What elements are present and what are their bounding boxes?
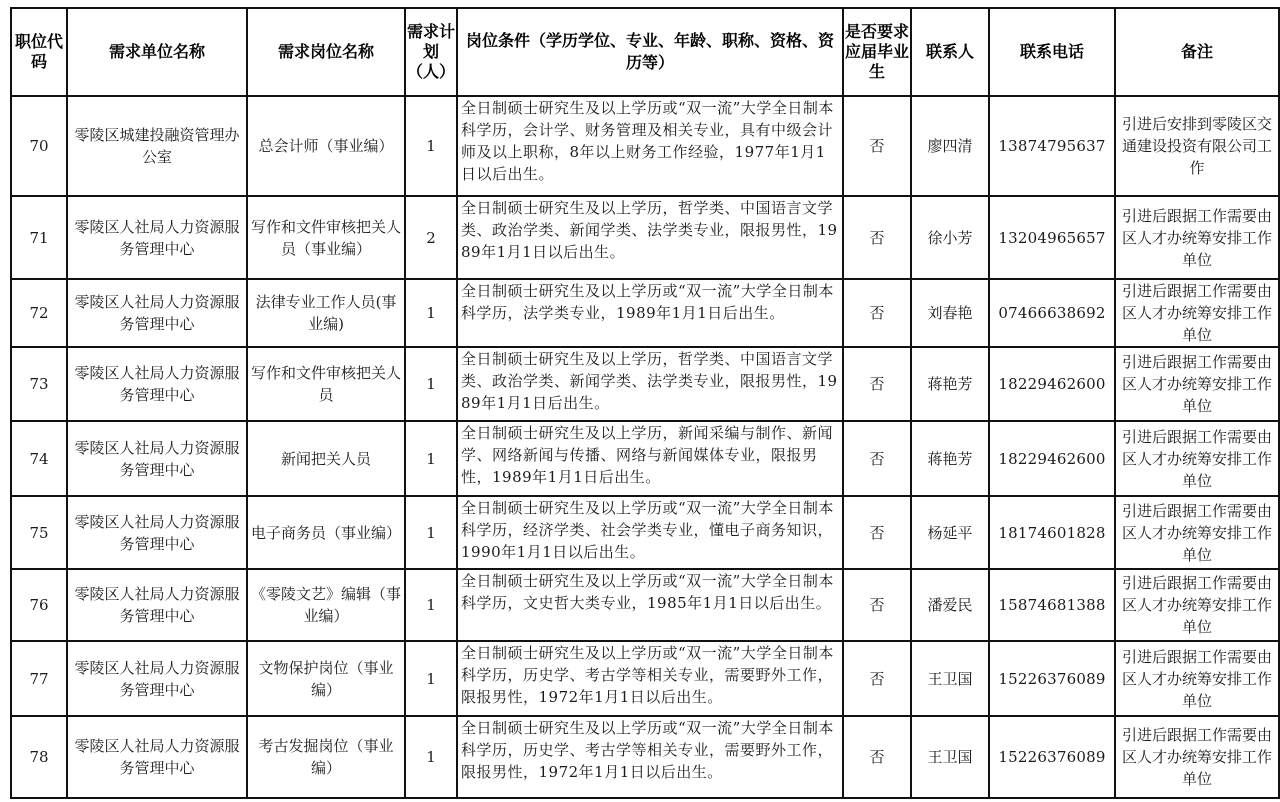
- cell-code: 78: [11, 716, 67, 798]
- cell-plan: 2: [405, 196, 457, 279]
- cell-fresh-grad: 否: [843, 196, 911, 279]
- cell-phone: 18229462600: [989, 347, 1115, 421]
- cell-fresh-grad: 否: [843, 347, 911, 421]
- cell-plan: 1: [405, 347, 457, 421]
- cell-fresh-grad: 否: [843, 496, 911, 569]
- cell-position: 写作和文件审核把关人员（事业编）: [247, 196, 405, 279]
- table-row: [11, 421, 1279, 496]
- header-contact: 联系人: [911, 8, 989, 96]
- cell-conditions: 全日制硕士研究生及以上学历或“双一流”大学全日制本科学历，文史哲大类专业，1985年1月1日以后出生。: [457, 569, 843, 641]
- table-row: [11, 279, 1279, 347]
- cell-fresh-grad: 否: [843, 96, 911, 196]
- cell-phone: 18229462600: [989, 421, 1115, 496]
- cell-unit: 零陵区人社局人力资源服务管理中心: [67, 496, 247, 569]
- table-row: [11, 96, 1279, 196]
- header-code: 职位代码: [11, 8, 67, 96]
- cell-code: 76: [11, 569, 67, 641]
- cell-phone: 07466638692: [989, 279, 1115, 347]
- cell-contact: 杨延平: [911, 496, 989, 569]
- recruitment-table: [10, 7, 1280, 799]
- cell-unit: 零陵区人社局人力资源服务管理中心: [67, 569, 247, 641]
- cell-conditions: 全日制硕士研究生及以上学历或“双一流”大学全日制本科学历，经济学类、社会学类专业，懂电子商务知识，1990年1月1日以后出生。: [457, 496, 843, 569]
- cell-position: 写作和文件审核把关人员: [247, 347, 405, 421]
- cell-unit: 零陵区人社局人力资源服务管理中心: [67, 347, 247, 421]
- cell-code: 72: [11, 279, 67, 347]
- header-fresh-grad: 是否要求应届毕业生: [843, 8, 911, 96]
- cell-conditions: 全日制硕士研究生及以上学历，新闻采编与制作、新闻学、网络新闻与传播、网络与新闻媒体专业，限报男性，1989年1月1日后出生。: [457, 421, 843, 496]
- cell-position: 法律专业工作人员(事业编): [247, 279, 405, 347]
- cell-note: 引进后跟据工作需要由区人才办统筹安排工作单位: [1115, 496, 1279, 569]
- cell-contact: 潘爱民: [911, 569, 989, 641]
- cell-unit: 零陵区人社局人力资源服务管理中心: [67, 716, 247, 798]
- cell-conditions: 全日制硕士研究生及以上学历或“双一流”大学全日制本科学历，历史学、考古学等相关专业，需要野外工作，限报男性，1972年1月1日以后出生。: [457, 716, 843, 798]
- cell-note: 引进后跟据工作需要由区人才办统筹安排工作单位: [1115, 347, 1279, 421]
- cell-contact: 蒋艳芳: [911, 421, 989, 496]
- cell-code: 74: [11, 421, 67, 496]
- cell-position: 新闻把关人员: [247, 421, 405, 496]
- cell-code: 77: [11, 641, 67, 716]
- cell-plan: 1: [405, 716, 457, 798]
- cell-fresh-grad: 否: [843, 641, 911, 716]
- table-row: [11, 196, 1279, 279]
- header-conditions: 岗位条件（学历学位、专业、年龄、职称、资格、资历等）: [457, 8, 843, 96]
- cell-conditions: 全日制硕士研究生及以上学历，哲学类、中国语言文学类、政治学类、新闻学类、法学类专业，限报男性，1989年1月1日以后出生。: [457, 196, 843, 279]
- cell-position: 文物保护岗位（事业编）: [247, 641, 405, 716]
- cell-fresh-grad: 否: [843, 569, 911, 641]
- cell-contact: 王卫国: [911, 641, 989, 716]
- cell-position: 电子商务员（事业编）: [247, 496, 405, 569]
- cell-note: 引进后跟据工作需要由区人才办统筹安排工作单位: [1115, 716, 1279, 798]
- cell-phone: 13204965657: [989, 196, 1115, 279]
- cell-position: 《零陵文艺》编辑（事业编）: [247, 569, 405, 641]
- cell-position: 考古发掘岗位（事业编）: [247, 716, 405, 798]
- cell-position: 总会计师（事业编）: [247, 96, 405, 196]
- table-row: [11, 496, 1279, 569]
- cell-fresh-grad: 否: [843, 716, 911, 798]
- cell-conditions: 全日制硕士研究生及以上学历或“双一流”大学全日制本科学历，法学类专业，1989年1月1日后出生。: [457, 279, 843, 347]
- cell-unit: 零陵区人社局人力资源服务管理中心: [67, 196, 247, 279]
- header-row: [11, 8, 1279, 96]
- cell-conditions: 全日制硕士研究生及以上学历或“双一流”大学全日制本科学历，历史学、考古学等相关专业，需要野外工作，限报男性，1972年1月1日以后出生。: [457, 641, 843, 716]
- table-row: [11, 641, 1279, 716]
- cell-note: 引进后跟据工作需要由区人才办统筹安排工作单位: [1115, 421, 1279, 496]
- cell-contact: 廖四清: [911, 96, 989, 196]
- cell-note: 引进后跟据工作需要由区人才办统筹安排工作单位: [1115, 641, 1279, 716]
- cell-code: 71: [11, 196, 67, 279]
- cell-fresh-grad: 否: [843, 279, 911, 347]
- cell-note: 引进后跟据工作需要由区人才办统筹安排工作单位: [1115, 569, 1279, 641]
- cell-phone: 13874795637: [989, 96, 1115, 196]
- header-position: 需求岗位名称: [247, 8, 405, 96]
- cell-phone: 15226376089: [989, 641, 1115, 716]
- cell-phone: 18174601828: [989, 496, 1115, 569]
- cell-contact: 刘春艳: [911, 279, 989, 347]
- cell-plan: 1: [405, 569, 457, 641]
- cell-contact: 蒋艳芳: [911, 347, 989, 421]
- cell-unit: 零陵区人社局人力资源服务管理中心: [67, 279, 247, 347]
- cell-phone: 15874681388: [989, 569, 1115, 641]
- cell-note: 引进后安排到零陵区交通建设投资有限公司工作: [1115, 96, 1279, 196]
- cell-code: 70: [11, 96, 67, 196]
- cell-note: 引进后跟据工作需要由区人才办统筹安排工作单位: [1115, 279, 1279, 347]
- cell-conditions: 全日制硕士研究生及以上学历，哲学类、中国语言文学类、政治学类、新闻学类、法学类专业，限报男性，1989年1月1日后出生。: [457, 347, 843, 421]
- header-unit: 需求单位名称: [67, 8, 247, 96]
- table-row: [11, 716, 1279, 798]
- header-phone: 联系电话: [989, 8, 1115, 96]
- header-note: 备注: [1115, 8, 1279, 96]
- table-row: [11, 347, 1279, 421]
- cell-unit: 零陵区城建投融资管理办公室: [67, 96, 247, 196]
- cell-code: 75: [11, 496, 67, 569]
- header-plan: 需求计划（人）: [405, 8, 457, 96]
- cell-fresh-grad: 否: [843, 421, 911, 496]
- cell-plan: 1: [405, 641, 457, 716]
- cell-contact: 王卫国: [911, 716, 989, 798]
- table-row: [11, 569, 1279, 641]
- cell-conditions: 全日制硕士研究生及以上学历或“双一流”大学全日制本科学历，会计学、财务管理及相关专业，具有中级会计师及以上职称，8年以上财务工作经验，1977年1月1日以后出生。: [457, 96, 843, 196]
- cell-phone: 15226376089: [989, 716, 1115, 798]
- cell-contact: 徐小芳: [911, 196, 989, 279]
- cell-code: 73: [11, 347, 67, 421]
- cell-unit: 零陵区人社局人力资源服务管理中心: [67, 641, 247, 716]
- cell-plan: 1: [405, 279, 457, 347]
- cell-plan: 1: [405, 496, 457, 569]
- cell-unit: 零陵区人社局人力资源服务管理中心: [67, 421, 247, 496]
- cell-plan: 1: [405, 96, 457, 196]
- cell-plan: 1: [405, 421, 457, 496]
- cell-note: 引进后跟据工作需要由区人才办统筹安排工作单位: [1115, 196, 1279, 279]
